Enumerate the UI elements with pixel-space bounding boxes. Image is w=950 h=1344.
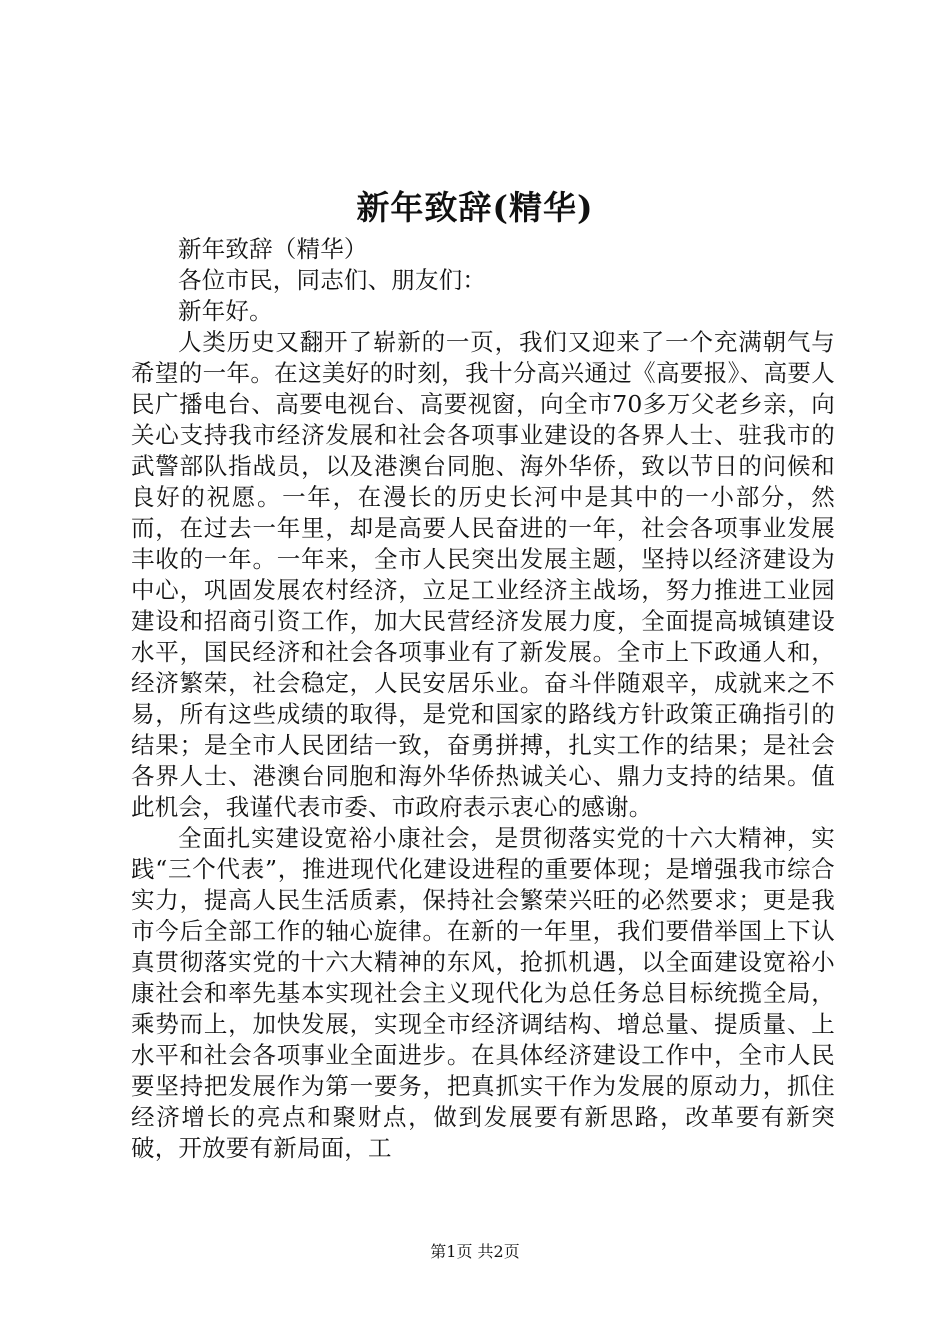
page-footer: 第1页 共2页 (430, 1242, 520, 1261)
paragraph-subtitle: 新年致辞（精华） (178, 235, 368, 263)
paragraph-review: 人类历史又翻开了崭新的一页，我们又迎来了一个充满朝气与希望的一年。在这美好的时刻，我十分高兴通过《高要报》、高要人民广播电台、高要电视台、高要视窗，向全市70多万父老乡亲，向关心支持我市经济发展和社会各项事业建设的各界人士、驻我市的武警部队指战员，以及港澳台同胞、海外华侨，致以节日的问候和良好的祝愿。一年，在漫长的历史长河中是其中的一小部分，然而，在过去一年里，却是高要人民奋进的一年，社会各项事业发展丰收的一年。一年来，全市人民突出发展主题，坚持以经济建设为中心，巩固发展农村经济，立足工业经济主战场，努力推进工业园建设和招商引资工作，加大民营经济发展力度，全面提高城镇建设水平，国民经济和社会各项事业有了新发展。全市上下政通人和，经济繁荣，社会稳定，人民安居乐业。奋斗伴随艰辛，成就来之不易，所有这些成绩的取得，是党和国家的路线方针政策正确指引的结果；是全市人民团结一致，奋勇拼搏，扎实工作的结果；是社会各界人士、港澳台同胞和海外华侨热诚关心、鼎力支持的结果。值此机会，我谨代表市委、市政府表示衷心的感谢。 (131, 328, 835, 821)
paragraph-greeting: 新年好。 (178, 297, 273, 325)
document-body (131, 234, 835, 1164)
document-title: 新年致辞(精华) (356, 188, 594, 227)
paragraph-salutation: 各位市民，同志们、朋友们： (178, 266, 487, 294)
paragraph-outlook: 全面扎实建设宽裕小康社会，是贯彻落实党的十六大精神，实践“三个代表”，推进现代化建设进程的重要体现；是增强我市综合实力，提高人民生活质素，保持社会繁荣兴旺的必然要求；更是我市今后全部工作的轴心旋律。在新的一年里，我们要借举国上下认真贯彻落实党的十六大精神的东风，抢抓机遇，以全面建设宽裕小康社会和率先基本实现社会主义现代化为总任务总目标统揽全局，乘势而上，加快发展，实现全市经济调结构、增总量、提质量、上水平和社会各项事业全面进步。在具体经济建设工作中，全市人民要坚持把发展作为第一要务，把真抓实干作为发展的原动力，抓住经济增长的亮点和聚财点，做到发展要有新思路，改革要有新突破，开放要有新局面，工 (131, 824, 835, 1162)
